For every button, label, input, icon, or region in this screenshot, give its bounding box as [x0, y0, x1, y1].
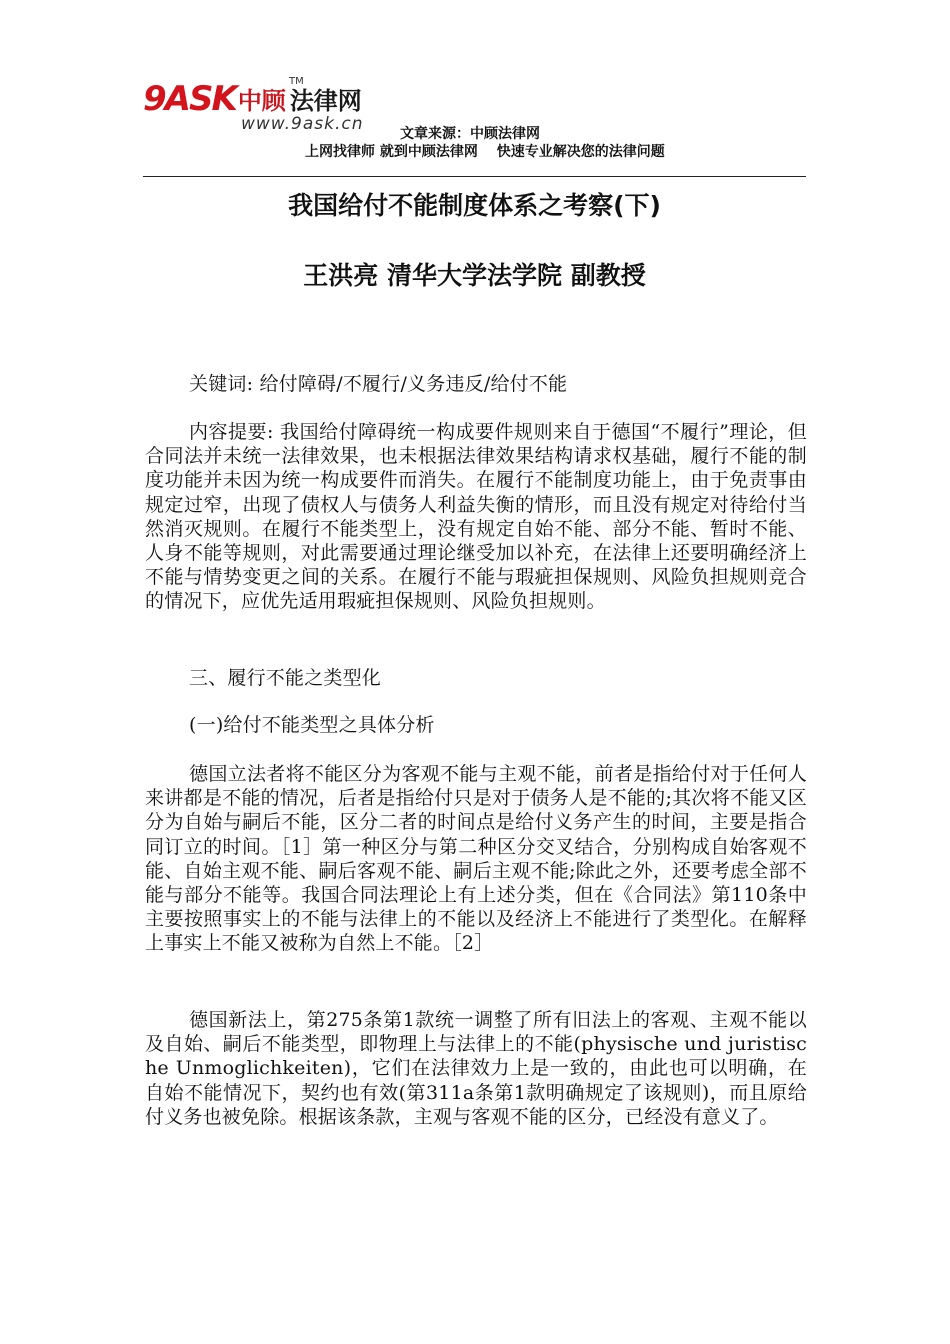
trademark-mark: TM	[289, 76, 304, 87]
logo-wordmark	[143, 80, 362, 118]
body-paragraph-2: 德国新法上，第275条第1款统一调整了所有旧法上的客观、主观不能以及自始、嗣后不能类型，即物理上与法律上的不能(physische und juristische Unmoglichkeiten)，它们在法律效力上是一致的，由此也可以明确，在自始不能情况下，契约也有效(第311a条第1款明确规定了该规则)，而且原给付义务也被免除。根据该条款，主观与客观不能的区分，已经没有意义了。	[145, 1009, 807, 1128]
article-source: 文章来源：中顾法律网	[400, 126, 540, 142]
abstract-paragraph: 内容提要: 我国给付障碍统一构成要件规则来自于德国“不履行”理论，但合同法并未统一法律效果，也未根据法律效果结构请求权基础，履行不能的制度功能并未因为统一构成要件而消失。在履行不能制度功能上，由于免责事由规定过窄，出现了债权人与债务人利益失衡的情形，而且没有规定对待给付当然消灭规则。在履行不能类型上，没有规定自始不能、部分不能、暂时不能、人身不能等规则，对此需要通过理论继受加以补充，在法律上还要明确经济上不能与情势变更之间的关系。在履行不能与瑕疵担保规则、风险负担规则竞合的情况下，应优先适用瑕疵担保规则、风险负担规则。	[145, 421, 807, 613]
section-heading: 三、履行不能之类型化	[189, 667, 382, 689]
site-logo[interactable]	[143, 76, 403, 136]
logo-chinese-black: 法律网	[289, 87, 362, 115]
subsection-heading: (一)给付不能类型之具体分析	[189, 714, 435, 736]
logo-url: www.9ask.cn	[241, 114, 364, 134]
document-title: 我国给付不能制度体系之考察(下)	[288, 191, 661, 220]
logo-chinese-red: 中顾	[237, 87, 286, 115]
body-paragraph-1: 德国立法者将不能区分为客观不能与主观不能，前者是指给付对于任何人来讲都是不能的情况，后者是指给付只是对于债务人是不能的;其次将不能又区分为自始与嗣后不能，区分二者的时间点是给付义务产生的时间，主要是指合同订立的时间。［1］第一种区分与第二种区分交叉结合，分别构成自始客观不能、自始主观不能、嗣后客观不能、嗣后主观不能;除此之外，还要考虑全部不能与部分不能等。我国合同法理论上有上述分类，但在《合同法》第110条中主要按照事实上的不能与法律上的不能以及经济上不能进行了类型化。在解释上事实上不能又被称为自然上不能。［2］	[145, 763, 807, 955]
logo-brand-text: 9ASK	[143, 79, 236, 119]
keywords-paragraph: 关键词: 给付障碍/不履行/义务违反/给付不能	[189, 373, 568, 395]
site-slogan: 上网找律师 就到中顾法律网 快速专业解决您的法律问题	[305, 144, 665, 160]
document-author: 王洪亮 清华大学法学院 副教授	[303, 261, 646, 290]
header-divider	[143, 176, 806, 177]
